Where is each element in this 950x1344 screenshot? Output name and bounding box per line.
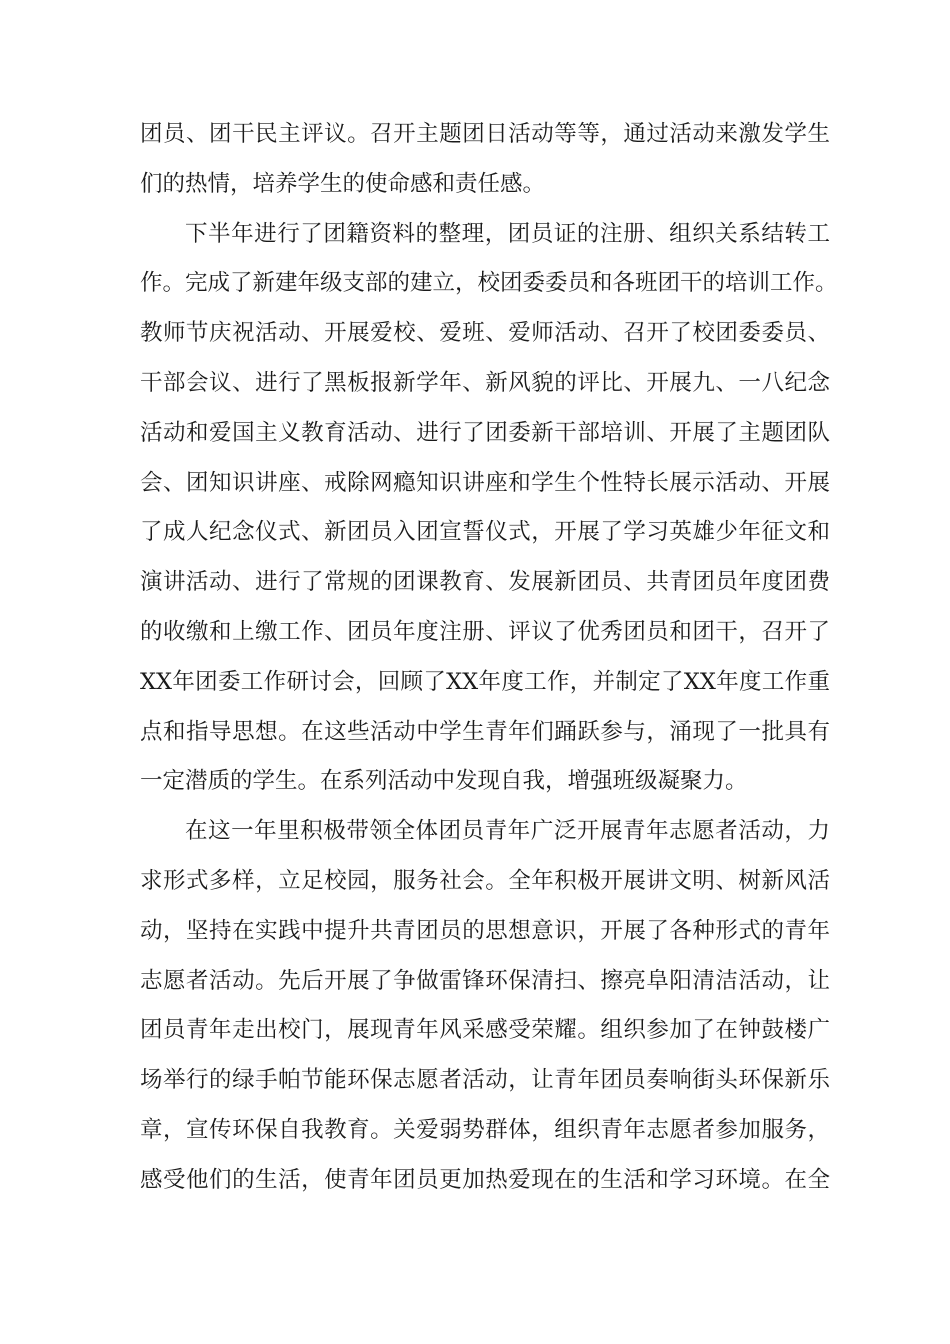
text-line: 演讲活动、进行了常规的团课教育、发展新团员、共青团员年度团费 xyxy=(140,569,830,596)
text-line: 干部会议、进行了黑板报新学年、新风貌的评比、开展九、一八纪念 xyxy=(140,369,830,396)
paragraph-2 xyxy=(140,210,838,808)
text-line: 章，宣传环保自我教育。关爱弱势群体，组织青年志愿者参加服务， xyxy=(140,1116,830,1143)
text-line: 求形式多样，立足校园，服务社会。全年积极开展讲文明、树新风活 xyxy=(140,867,830,894)
text-line: 在这一年里积极带领全体团员青年广泛开展青年志愿者活动，力 xyxy=(185,818,830,845)
text-line: 作。完成了新建年级支部的建立，校团委委员和各班团干的培训工作。 xyxy=(140,270,838,297)
text-line: 场举行的绿手帕节能环保志愿者活动，让青年团员奏响街头环保新乐 xyxy=(140,1067,830,1094)
text-line: 一定潜质的学生。在系列活动中发现自我，增强班级凝聚力。 xyxy=(140,768,748,795)
text-line: 活动和爱国主义教育活动、进行了团委新干部培训、开展了主题团队 xyxy=(140,419,830,446)
text-line: 会、团知识讲座、戒除网瘾知识讲座和学生个性特长展示活动、开展 xyxy=(140,469,830,496)
text-line: 团员、团干民主评议。召开主题团日活动等等，通过活动来激发学生 xyxy=(140,121,830,147)
paragraph-3 xyxy=(140,807,830,1205)
text-line: XX年团委工作研讨会，回顾了XX年度工作，并制定了XX年度工作重 xyxy=(140,668,830,695)
text-line: 志愿者活动。先后开展了争做雷锋环保清扫、擦亮阜阳清洁活动，让 xyxy=(140,967,830,994)
text-line: 动，坚持在实践中提升共青团员的思想意识，开展了各种形式的青年 xyxy=(140,917,830,944)
document-body xyxy=(140,110,838,1206)
text-line: 了成人纪念仪式、新团员入团宣誓仪式，开展了学习英雄少年征文和 xyxy=(140,519,830,546)
text-line: 点和指导思想。在这些活动中学生青年们踊跃参与，涌现了一批具有 xyxy=(140,718,830,745)
text-line: 团员青年走出校门，展现青年风采感受荣耀。组织参加了在钟鼓楼广 xyxy=(140,1017,830,1044)
text-line: 的收缴和上缴工作、团员年度注册、评议了优秀团员和团干，召开了 xyxy=(140,618,830,645)
text-line: 教师节庆祝活动、开展爱校、爱班、爱师活动、召开了校团委委员、 xyxy=(140,320,830,347)
text-line: 们的热情，培养学生的使命感和责任感。 xyxy=(140,170,546,197)
paragraph-1 xyxy=(140,110,830,210)
text-line: 感受他们的生活，使青年团员更加热爱现在的生活和学习环境。在全 xyxy=(140,1166,830,1193)
text-line: 下半年进行了团籍资料的整理，团员证的注册、组织关系结转工 xyxy=(185,220,830,247)
